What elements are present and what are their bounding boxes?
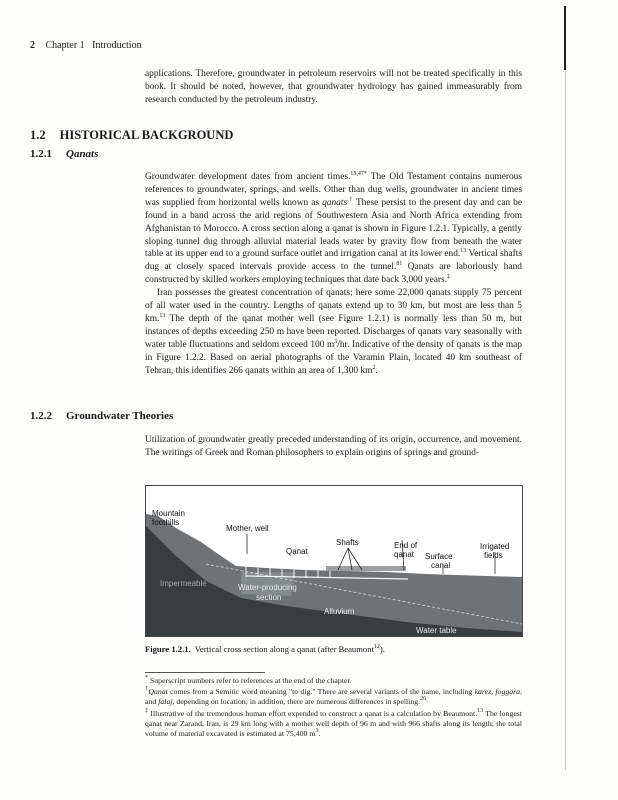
figure-caption: Figure 1.2.1. Vertical cross section along a qanat (after Beaumont$^{12}$).: [145, 644, 385, 654]
qanats-body: [145, 171, 522, 378]
label-impermeable: Impermeable: [160, 579, 207, 588]
theories-paragraph: Utilization of groundwater greatly preceded understanding of its origin, occurrence, and movement. The writings of Greek and Roman philosophers to explain origins of springs and ground-: [145, 435, 522, 458]
label-foothills: foothills: [152, 518, 180, 527]
footnote-1: * Superscript numbers refer to references at the end of the chapter.: [145, 675, 352, 685]
label-shafts: Shafts: [336, 538, 359, 547]
label-mountain: Mountain: [152, 509, 185, 518]
footnote-3: ‡ Illustrative of the tremendous human effort expended to construct a qanat is a calculation by Beaumont.$^{13}$ The longest qanat near Zarand, Iran, is 29 km long with a mother well depth of 96 m and with 966 shafts along its length; the total volume of material excavated is estimated at 75,400 $m^3$.: [145, 707, 523, 739]
footnote-rule: [145, 672, 265, 673]
page-edge-mark: [564, 6, 566, 70]
footnotes: [145, 676, 522, 740]
qanats-paragraph-1: Groundwater development dates from ancient times.$^{15,47*}$ The Old Testament contains numerous references to groundwater, springs, and wells. Other than dug wells, groundwater in ancient times was supplied from horizontal wells known as qanats.† These persist to the present day and can be found in a band across the arid regions of Southwestern Asia and North Africa extending from Afghanistan to Morocco. A cross section along a qanat is shown in Figure 1.2.1. Typically, a gently sloping tunnel dug through alluvial material leads water by gravity flow from beneath the water table at its upper end to a ground surface outlet and irrigation canal at its lower end.$^{13}$ Vertical shafts dug at closely spaced intervals provide access to the tunnel.$^{81}$ Qanats are laboriously hand constructed by skilled workers employing techniques that date back 3,000 years.‡: [145, 171, 523, 286]
label-fields: fields: [484, 551, 503, 560]
label-qanat: Qanat: [286, 547, 308, 556]
label-water-producing: Water-producing: [238, 583, 297, 592]
section-heading-1-2-1: 1.2.1 Qanats: [30, 148, 99, 160]
label-water-table: Water table: [416, 626, 457, 635]
running-head: [30, 40, 142, 51]
section-heading-1-2: 1.2 HISTORICAL BACKGROUND: [30, 128, 234, 142]
section-heading-1-2-2: 1.2.2 Groundwater Theories: [30, 410, 174, 422]
label-qanat-end: qanat: [394, 550, 415, 559]
label-section: section: [256, 593, 282, 602]
qanat-diagram: [146, 486, 522, 636]
qanat-cross-section-figure: [145, 485, 523, 637]
chapter-label: Chapter 1: [45, 40, 85, 51]
page-edge-shadow: [565, 70, 566, 770]
label-mother-well: Mother, well: [226, 524, 269, 533]
label-surface: Surface: [425, 552, 453, 561]
label-canal: canal: [431, 561, 451, 570]
page-number: 2: [30, 40, 35, 51]
chapter-title: Introduction: [92, 40, 142, 51]
intro-paragraph: applications. Therefore, groundwater in petroleum reservoirs will not be treated specifically in this book. It should be noted, however, that groundwater hydrology has gained immeasurably from research conducted by the petroleum industry.: [145, 69, 522, 105]
label-end-of: End of: [394, 541, 418, 550]
label-alluvium: Alluvium: [324, 607, 355, 616]
label-irrigated: Irrigated: [480, 542, 510, 551]
footnote-2: †Qanat comes from a Semitic word meaning "to dig." There are several variants of the name, including karez, foggara, and falaj, depending on location; in addition, there are numerous differences in spelling.$^{26}$: [145, 686, 523, 707]
surface-mounds: [326, 566, 406, 571]
qanats-paragraph-2: Iran possesses the greatest concentration of qanats; here some 22,000 qanats supply 75 percent of all water used in the country. Lengths of qanats extend up to 30 km, but most are less than 5 km.$^{13}$ The depth of the qanat mother well (see Figure 1.2.1) is normally less than 50 m, but instances of depths exceeding 250 m have been reported. Discharges of qanats vary seasonally with water table fluctuations and seldom exceed 100 $m^3/hr$. Indicative of the density of qanats is the map in Figure 1.2.2. Based on aerial photographs of the Varamin Plain, located 40 km southeast of Tehran, this identifies 266 qanats within an area of 1,300 $km^2$.: [145, 288, 522, 376]
